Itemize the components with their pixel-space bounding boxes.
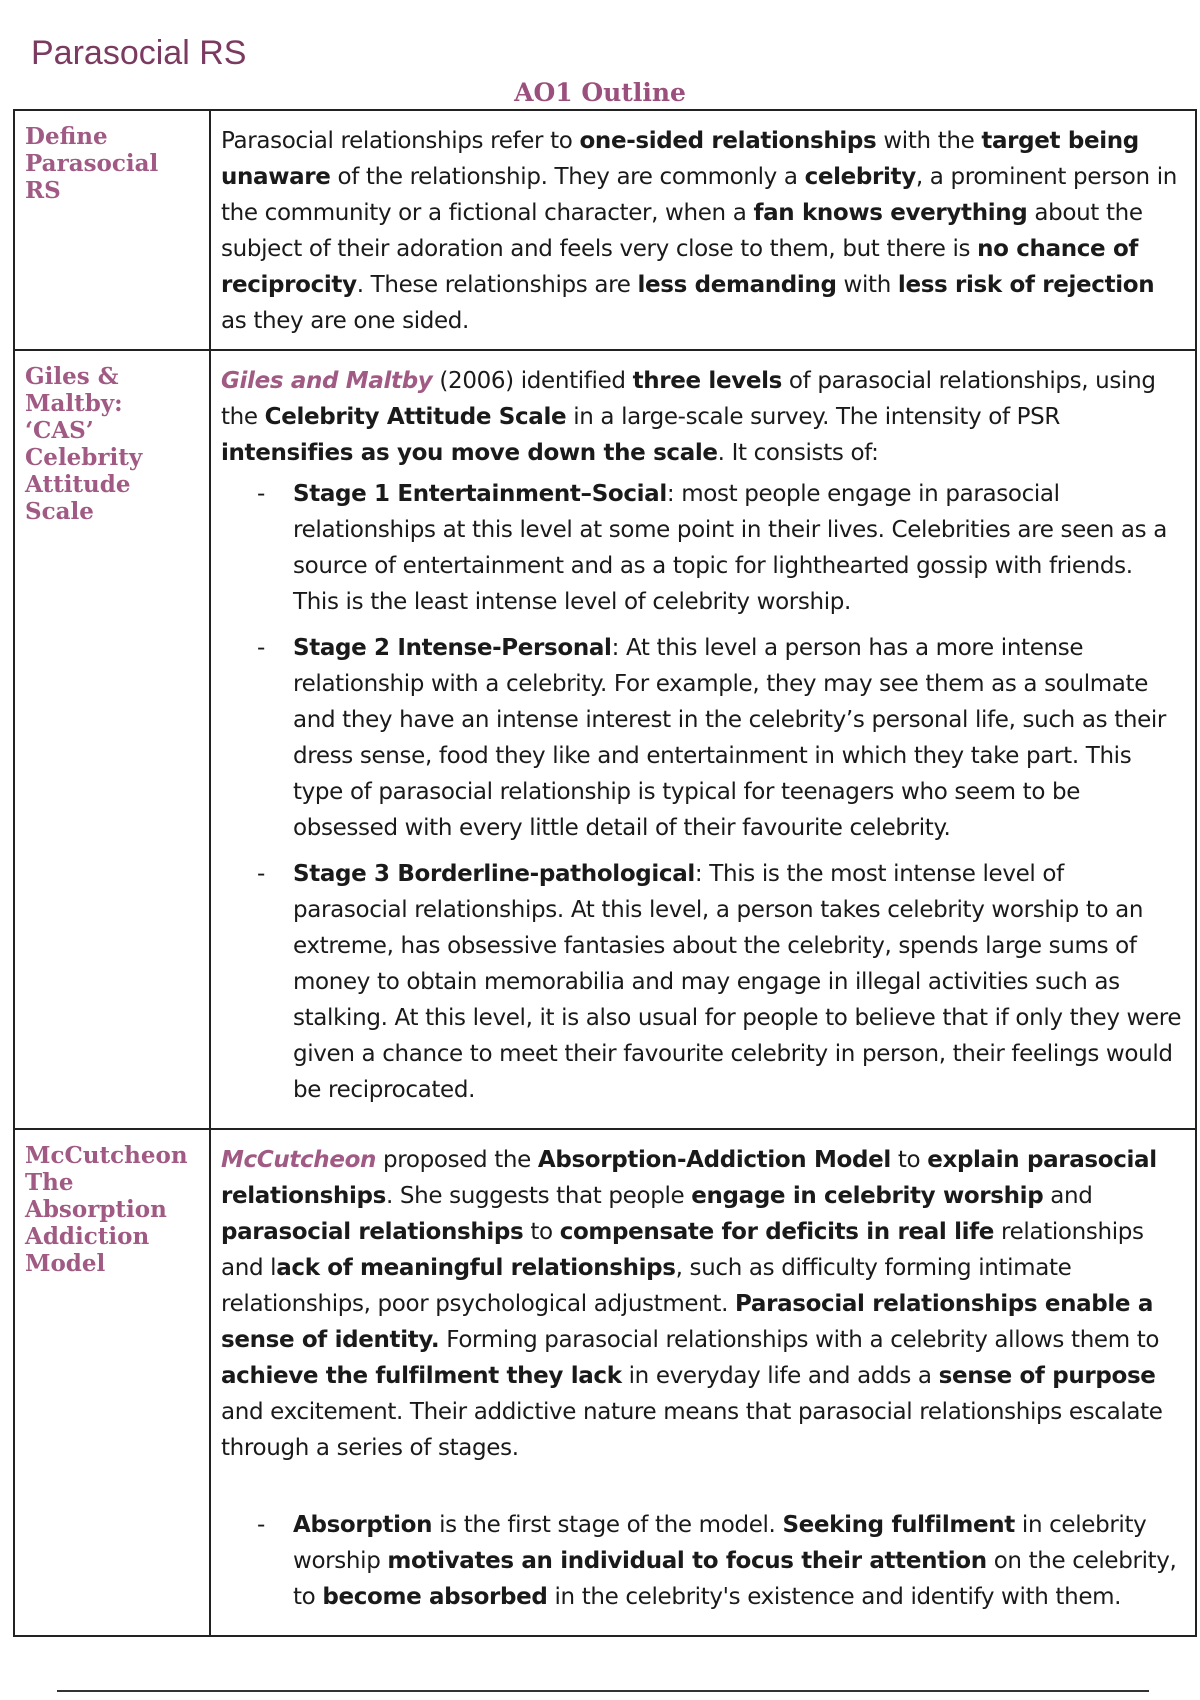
text-run: . These relationships are [356, 272, 638, 298]
topic-line: Celebrity [25, 444, 143, 471]
key-term: Stage 2 Intense-Personal [293, 635, 612, 661]
topic-line: Giles & [25, 363, 119, 390]
key-term: explain parasocial relationships [221, 1147, 1157, 1209]
text-run: and excitement. Their addictive nature means that parasocial relationships escalate through a series of stages. [221, 1399, 1163, 1461]
body-paragraph [221, 363, 1185, 471]
key-term: target being unaware [221, 128, 1139, 190]
text-run: relationships and l [221, 1219, 1144, 1281]
author-reference: Giles and Maltby [221, 368, 433, 394]
text-run: as they are one sided. [221, 308, 470, 334]
list-item [257, 476, 1185, 620]
topic-line: Parasocial [25, 150, 159, 177]
topic-line: Model [25, 1250, 106, 1277]
key-term: parasocial relationships [221, 1219, 524, 1245]
paragraph-spacer [221, 1466, 1185, 1502]
topic-cell-giles-maltby [14, 350, 210, 1129]
text-run: in a large-scale survey. The intensity of PSR [566, 404, 1061, 430]
stage-list [221, 1507, 1185, 1615]
text-run: of the relationship. They are commonly a [330, 164, 805, 190]
text-run: , such as difficulty forming intimate relationships, poor psychological adjustment. [221, 1255, 1072, 1317]
key-term: Absorption [293, 1512, 433, 1538]
text-run: Parasocial relationships refer to [221, 128, 580, 154]
key-term: sense of purpose [938, 1363, 1156, 1389]
text-run: in everyday life and adds a [621, 1363, 939, 1389]
text-run: (2006) identified [432, 368, 633, 394]
list-item [257, 630, 1185, 846]
text-run: : At this level a person has a more intense relationship with a celebrity. For example, they may see them as a soulmate and they have an intense interest in the celebrity’s personal life, such as their dress sense, food they like and entertainment in which they take part. This type of parasocial relationship is typical for teenagers who seem to be obsessed with every little detail of their favourite celebrity. [293, 635, 1167, 841]
key-term: Celebrity Attitude Scale [264, 404, 567, 430]
text-run: . It consists of: [717, 440, 879, 466]
text-run: : This is the most intense level of parasocial relationships. At this level, a person takes celebrity worship to an extreme, has obsessive fantasies about the celebrity, spends large sums of money to obtain memorabilia and may engage in illegal activities such as stalking. At this level, it is also usual for people to believe that if only they were given a chance to meet their favourite celebrity in person, their feelings would be reciprocated. [293, 861, 1182, 1103]
text-run: to [890, 1147, 928, 1173]
key-term: Stage 1 Entertainment–Social [293, 481, 667, 507]
topic-line: Scale [25, 498, 94, 525]
table-row-giles-maltby [14, 350, 1196, 1129]
outline-table [13, 109, 1197, 1637]
key-term: compensate for deficits in real life [559, 1219, 995, 1245]
body-cell-giles-maltby [210, 350, 1196, 1129]
body-paragraph [221, 123, 1185, 339]
key-term: three levels [632, 368, 782, 394]
topic-line: Maltby: [25, 390, 123, 417]
topic-line: McCutcheon [25, 1142, 188, 1169]
key-term: achieve the fulfilment they lack [221, 1363, 622, 1389]
table-row-define [14, 110, 1196, 350]
key-term: less risk of rejection [897, 272, 1155, 298]
key-term: become absorbed [322, 1584, 548, 1610]
text-run: about the subject of their adoration and feels very close to them, but there is [221, 200, 1143, 262]
text-run: with the [876, 128, 982, 154]
topic-line: The [25, 1169, 74, 1196]
topic-line: Attitude [25, 471, 131, 498]
key-term: Absorption-Addiction Model [537, 1147, 891, 1173]
key-term: celebrity [804, 164, 916, 190]
footer-divider [57, 1690, 1149, 1692]
text-run: and [1043, 1183, 1093, 1209]
body-cell-define [210, 110, 1196, 350]
text-run: : most people engage in parasocial relationships at this level at some point in their lives. Celebrities are seen as a source of entertainment and as a topic for lighthearted gossip with friends. This is the least intense level of celebrity worship. [293, 481, 1167, 615]
key-term: intensifies as you move down the scale [221, 440, 718, 466]
stage-list [221, 476, 1185, 1108]
key-term: one-sided relationships [579, 128, 877, 154]
page-title: Parasocial RS [31, 34, 247, 72]
text-run: of parasocial relationships, using the [221, 368, 1156, 430]
text-run: in the celebrity's existence and identify with them. [547, 1584, 1122, 1610]
topic-line: Addiction [25, 1223, 150, 1250]
table-row-mccutcheon [14, 1129, 1196, 1636]
key-term: Stage 3 Borderline-pathological [293, 861, 695, 887]
text-run: in celebrity worship [293, 1512, 1147, 1574]
list-item [257, 1507, 1185, 1615]
body-paragraph [221, 1142, 1185, 1466]
key-term: ack of meaningful relationships [276, 1255, 676, 1281]
text-run: , a prominent person in the community or a fictional character, when a [221, 164, 1177, 226]
topic-line: RS [25, 177, 61, 204]
text-run: with [836, 272, 898, 298]
outline-heading: AO1 Outline [514, 78, 686, 107]
key-term: motivates an individual to focus their attention [387, 1548, 987, 1574]
key-term: Parasocial relationships enable a sense of identity. [221, 1291, 1154, 1353]
topic-cell-define [14, 110, 210, 350]
key-term: less demanding [637, 272, 837, 298]
list-item [257, 856, 1185, 1108]
text-run: to [523, 1219, 560, 1245]
text-run: . She suggests that people [385, 1183, 692, 1209]
text-run: on the celebrity, to [293, 1548, 1177, 1610]
key-term: no chance of reciprocity [221, 236, 1139, 298]
key-term: engage in celebrity worship [691, 1183, 1044, 1209]
topic-line: Absorption [25, 1196, 167, 1223]
author-reference: McCutcheon [221, 1147, 377, 1173]
key-term: fan knows everything [753, 200, 1028, 226]
body-cell-mccutcheon [210, 1129, 1196, 1636]
key-term: Seeking fulfilment [782, 1512, 1015, 1538]
topic-line: ‘CAS’ [25, 417, 94, 444]
text-run: proposed the [376, 1147, 538, 1173]
text-run: Forming parasocial relationships with a celebrity allows them to [439, 1327, 1160, 1353]
text-run: is the first stage of the model. [432, 1512, 783, 1538]
topic-cell-mccutcheon [14, 1129, 210, 1636]
topic-line: Define [25, 123, 108, 150]
